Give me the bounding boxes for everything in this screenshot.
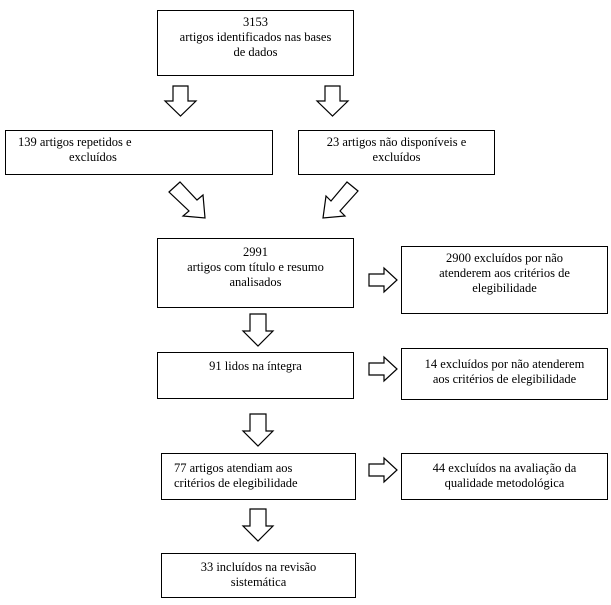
identified-line2: de dados xyxy=(233,45,278,59)
included-line1: 33 incluídos na revisão xyxy=(200,560,317,574)
included-line2: sistemática xyxy=(230,575,287,589)
diagonal-arrow-left xyxy=(169,182,205,218)
right-arrow-to-excluded-quality xyxy=(369,458,397,482)
eligible-line1: 77 artigos atendiam aos xyxy=(174,461,293,475)
full-text-box xyxy=(157,352,354,399)
excluded-screening-line3: elegibilidade xyxy=(472,281,537,295)
excluded-screening-box xyxy=(401,246,608,314)
screened-count: 2991 xyxy=(243,245,268,259)
down-arrow-to-eligible xyxy=(243,414,273,446)
eligible-articles-box xyxy=(161,453,356,500)
screened-line2: analisados xyxy=(229,275,282,289)
down-arrow-to-unavailable xyxy=(317,86,348,116)
repeated-line1: 139 artigos repetidos e xyxy=(18,135,132,149)
identified-articles-box xyxy=(157,10,354,76)
identified-line1: artigos identificados nas bases xyxy=(179,30,332,44)
down-arrow-to-full-text xyxy=(243,314,273,346)
excluded-quality-line1: 44 excluídos na avaliação da xyxy=(432,461,577,475)
full-text-line1: 91 lidos na íntegra xyxy=(209,359,302,373)
excluded-screening-line2: atenderem aos critérios de xyxy=(439,266,570,280)
right-arrow-to-excluded-full-text xyxy=(369,357,397,381)
included-articles-box xyxy=(161,553,356,598)
excluded-full-text-line2: aos critérios de elegibilidade xyxy=(432,372,577,386)
diagonal-arrow-right xyxy=(323,182,358,218)
down-arrow-to-repeated xyxy=(165,86,196,116)
excluded-quality-box xyxy=(401,453,608,500)
repeated-line2: excluídos xyxy=(69,150,117,164)
excluded-full-text-box xyxy=(401,348,608,400)
unavailable-excluded-box xyxy=(298,130,495,175)
repeated-excluded-box xyxy=(5,130,273,175)
identified-count: 3153 xyxy=(243,15,268,29)
screened-articles-box xyxy=(157,238,354,308)
eligible-line2: critérios de elegibilidade xyxy=(174,476,298,490)
screened-line1: artigos com título e resumo xyxy=(187,260,324,274)
down-arrow-to-included xyxy=(243,509,273,541)
excluded-full-text-line1: 14 excluídos por não atenderem xyxy=(424,357,585,371)
excluded-screening-line1: 2900 excluídos por não xyxy=(446,251,563,265)
right-arrow-to-excluded-screening xyxy=(369,268,397,292)
unavailable-line2: excluídos xyxy=(372,150,421,164)
unavailable-line1: 23 artigos não disponíveis e xyxy=(326,135,467,149)
excluded-quality-line2: qualidade metodológica xyxy=(444,476,565,490)
